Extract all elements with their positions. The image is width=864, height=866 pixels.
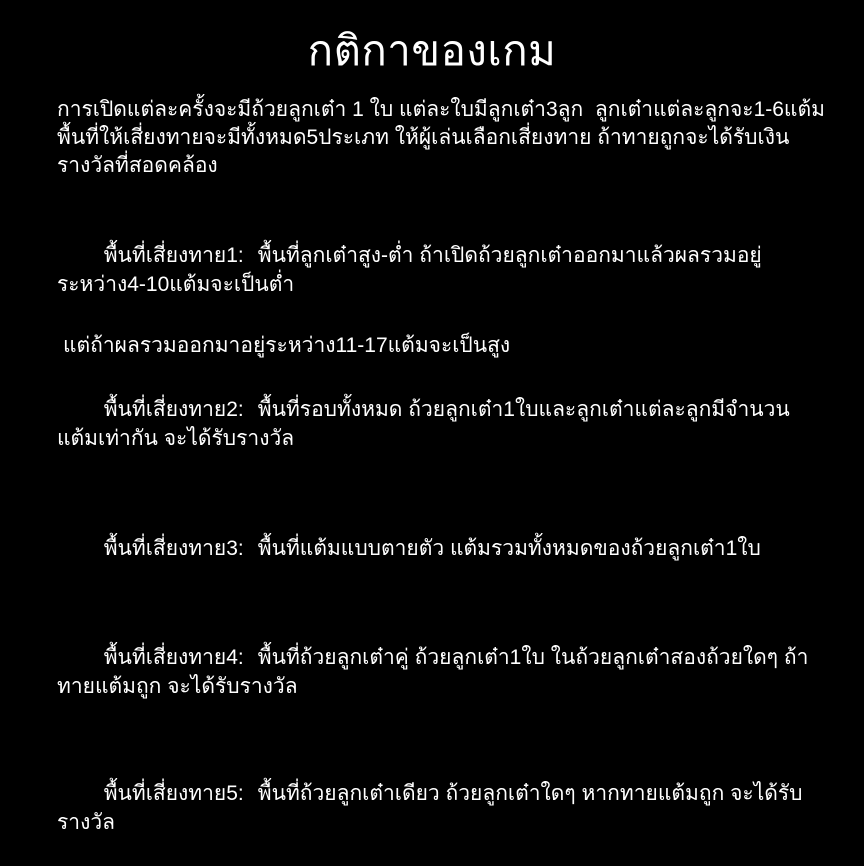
rule-area-3-label: พื้นที่เสี่ยงทาย3:: [103, 537, 244, 561]
rules-list: [57, 212, 828, 866]
rule-area-1-continuation: แต่ถ้าผลรวมออกมาอยู่ระหว่าง11-17แต้มจะเป็นสูง: [63, 334, 511, 358]
rule-area-5: [57, 750, 828, 866]
rule-area-4-label: พื้นที่เสี่ยงทาย4:: [103, 646, 244, 670]
rule-area-4: [57, 614, 828, 730]
intro-line-2: พื้นที่ให้เสี่ยงทายจะมีทั้งหมด5ประเภท ให้ผู้เล่นเลือกเสี่ยงทาย ถ้าทายถูกจะได้รับเงินรางวัลที่สอดคล้อง: [57, 126, 790, 178]
intro-paragraph: [57, 96, 828, 180]
rule-area-5-label: พื้นที่เสี่ยงทาย5:: [103, 782, 244, 806]
rule-area-4-text: พื้นที่ถ้วยลูกเต๋าคู่ ถ้วยลูกเต๋า1ใบ ในถ้วยลูกเต๋าสองถ้วยใดๆ ถ้าทายแต้มถูก จะได้รับรางวัล: [57, 646, 809, 699]
intro-line-1: การเปิดแต่ละครั้งจะมีถ้วยลูกเต๋า 1 ใบ แต่ละใบมีลูกเต๋า3ลูก ลูกเต๋าแต่ละลูกจะ1-6แต้ม: [57, 98, 825, 122]
rules-content: [0, 96, 864, 866]
page-title: กติกาของเกม: [307, 27, 557, 74]
rule-area-3-text: พื้นที่แต้มแบบตายตัว แต้มรวมทั้งหมดของถ้วยลูกเต๋า1ใบ: [257, 537, 761, 561]
rule-area-5-text: พื้นที่ถ้วยลูกเต๋าเดียว ถ้วยลูกเต๋าใดๆ หากทายแต้มถูก จะได้รับรางวัล: [57, 782, 803, 835]
rule-area-1-text: พื้นที่ลูกเต๋าสูง-ต่ำ ถ้าเปิดถ้วยลูกเต๋าออกมาแล้วผลรวมอยู่ระหว่าง4-10แต้มจะเป็นต่ำ: [57, 244, 762, 297]
rule-area-2: [57, 366, 828, 482]
rule-area-1-label: พื้นที่เสี่ยงทาย1:: [103, 244, 244, 268]
rule-area-2-text: พื้นที่รอบทั้งหมด ถ้วยลูกเต๋า1ใบและลูกเต๋าแต่ละลูกมีจำนวนแต้มเท่ากัน จะได้รับรางวัล: [57, 398, 790, 451]
rule-area-3: [57, 505, 828, 592]
rule-area-2-label: พื้นที่เสี่ยงทาย2:: [103, 398, 244, 422]
rule-area-1: [57, 212, 828, 328]
